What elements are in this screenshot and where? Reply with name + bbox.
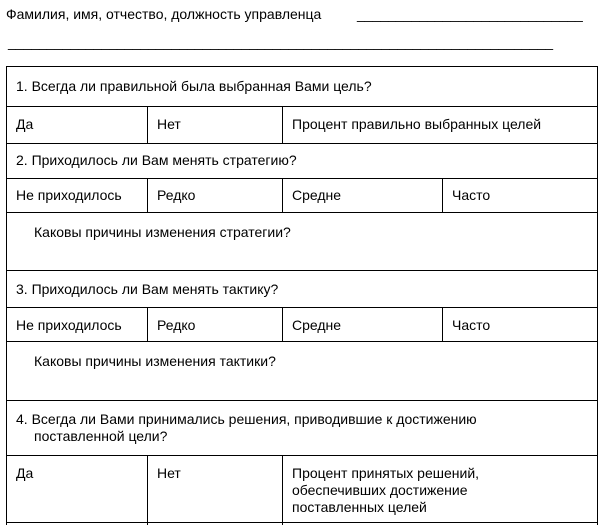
q3-option-often[interactable]: Часто (452, 317, 491, 333)
manager-name-label: Фамилия, имя, отчество, должность управленца (6, 6, 322, 22)
q4-percent-line-3: поставленных целей (292, 499, 427, 515)
q4-percent-line-1: Процент принятых решений, (292, 465, 480, 481)
q3-option-rarely[interactable]: Редко (157, 317, 196, 333)
q2-option-rarely[interactable]: Редко (157, 187, 196, 203)
manager-name-line-2[interactable]: ______________________________________________________________________ (8, 34, 554, 50)
q3-option-medium[interactable]: Средне (292, 317, 342, 333)
question-2: 2. Приходилось ли Вам менять стратегию? (16, 152, 297, 168)
q1-option-percent[interactable]: Процент правильно выбранных целей (292, 116, 542, 132)
question-4: 4. Всегда ли Вами принимались решения, приводившие к достижению (16, 411, 477, 427)
q4-option-yes[interactable]: Да (16, 465, 34, 481)
question-1: 1. Всегда ли правильной была выбранная Вами цель? (16, 78, 372, 94)
q1-option-no[interactable]: Нет (157, 116, 181, 132)
q3-followup[interactable]: Каковы причины изменения тактики? (34, 353, 276, 369)
q4-option-no[interactable]: Нет (157, 465, 181, 481)
q1-option-yes[interactable]: Да (16, 116, 34, 132)
q4-percent-line-2: обеспечивших достижение (292, 482, 468, 498)
q3-option-never[interactable]: Не приходилось (16, 317, 122, 333)
question-3: 3. Приходилось ли Вам менять тактику? (16, 281, 279, 297)
question-4-cont: поставленной цели? (34, 428, 168, 444)
q2-option-never[interactable]: Не приходилось (16, 187, 122, 203)
manager-name-line[interactable]: _____________________________ (357, 6, 583, 22)
q2-option-medium[interactable]: Средне (292, 187, 342, 203)
q2-followup[interactable]: Каковы причины изменения стратегии? (34, 224, 291, 240)
q2-option-often[interactable]: Часто (452, 187, 491, 203)
